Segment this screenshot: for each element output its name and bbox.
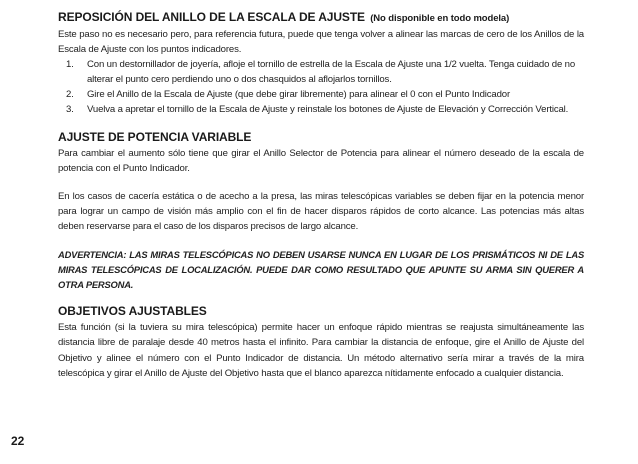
spacer — [58, 292, 584, 304]
page-content — [58, 10, 584, 381]
spacer — [58, 234, 584, 247]
step-text: Con un destornillador de joyería, afloje el tornillo de estrella de la Escala de Ajuste una 1/2 vuelta. Tenga cuidado de no alterar el punto cero perdiendo uno o dos chasquidos al aflojarlos tornillos. — [87, 59, 576, 86]
step-text: Gire el Anillo de la Escala de Ajuste (que debe girar libremente) para alinear el 0 con el Punto Indicador — [87, 89, 511, 101]
section-heading-potencia: AJUSTE DE POTENCIA VARIABLE — [58, 129, 252, 144]
list-item — [58, 102, 584, 117]
steps-list — [58, 57, 584, 117]
warning-paragraph: ADVERTENCIA: LAS MIRAS TELESCÓPICAS NO DEBEN USARSE NUNCA EN LUGAR DE LOS PRISMÁTICOS NI DE LAS MIRAS TELESCÓPICAS DE LOCALIZACIÓN. PUEDE DAR COMO RESULTADO QUE APUNTE SU ARMA SIN QUERER A OTRA PERSONA. — [58, 249, 584, 291]
step-text: Vuelva a apretar el tornillo de la Escala de Ajuste y reinstale los botones de Ajuste de Elevación y Corrección Vertical. — [87, 104, 569, 116]
page-number: 22 — [11, 434, 25, 448]
spacer — [58, 118, 584, 130]
paragraph: Para cambiar el aumento sólo tiene que girar el Anillo Selector de Potencia para alinear el número deseado de la escala de potencia con el Punto Indicador. — [58, 147, 584, 174]
paragraph: Esta función (si la tuviera su mira telescópica) permite hacer un enfoque rápido mientras se reajusta simultáneamente las distancia libre de paralaje desde 40 metros hasta el infinito. Para cambiar la distancia de enfoque, gire el Anillo de Ajuste del Objetivo y alinee el número con el Punto Indicador de distancia. Un método alternativo sería mirar a través de la mira telescópica y girar el Anillo de Ajuste del Objetivo hasta que el blanco aparezca nítidamente enfocado a cualquier distancia. — [58, 322, 584, 379]
section-title: REPOSICIÓN DEL ANILLO DE LA ESCALA DE AJUSTE — [58, 10, 365, 24]
step-number: 1. — [66, 59, 74, 71]
section-heading-reposicion — [58, 10, 584, 26]
section-heading-objetivos: OBJETIVOS AJUSTABLES — [58, 304, 207, 319]
section-note: (No disponible en todo modela) — [370, 13, 510, 24]
intro-paragraph: Este paso no es necesario pero, para referencia futura, puede que tenga volver a alinear las marcas de cero de los Anillos de la Escala de Ajuste con los puntos indicadores. — [58, 29, 584, 56]
list-item — [58, 87, 584, 102]
paragraph: En los casos de cacería estática o de acecho a la presa, las miras telescópicas variables se deben fijar en la potencia menor para lograr un campo de visión más amplio con el fin de hacer disparos rápidos de corto alcance. Las potencias más altas deben reservarse para el caso de los disparos precisos de largo alcance. — [58, 190, 584, 232]
spacer — [58, 176, 584, 189]
step-number: 3. — [66, 104, 74, 116]
step-number: 2. — [66, 89, 74, 101]
list-item — [58, 57, 584, 87]
